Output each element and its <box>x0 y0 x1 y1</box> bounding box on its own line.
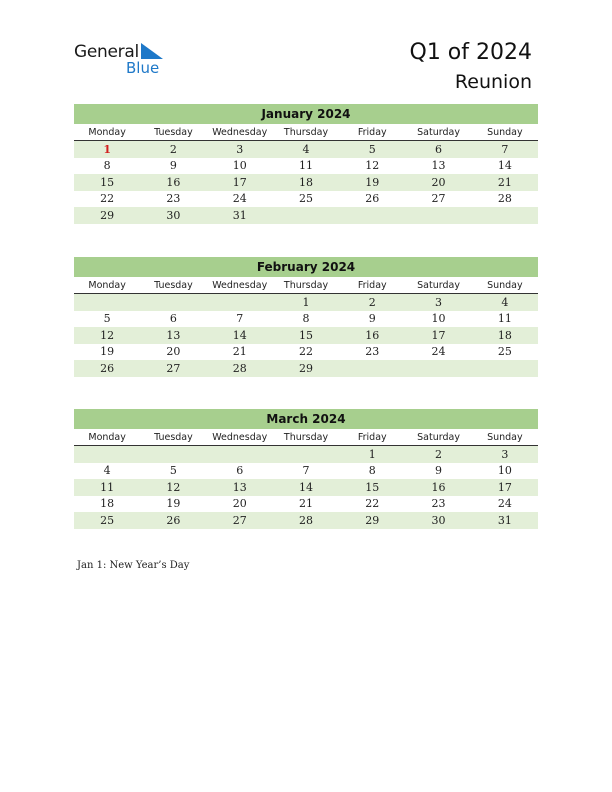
week-row <box>74 294 538 311</box>
weekday-header: Friday <box>339 277 405 294</box>
month-title: January 2024 <box>74 104 538 124</box>
day-cell: 25 <box>497 345 512 359</box>
day-cell: 6 <box>169 312 177 326</box>
logo <box>74 42 174 78</box>
day-cell: 10 <box>232 159 247 173</box>
week-row <box>74 191 538 208</box>
month-calendar-january <box>74 104 538 224</box>
day-cell: 28 <box>273 512 339 529</box>
day-cell <box>273 446 339 463</box>
week-row <box>74 360 538 377</box>
day-cell: 1 <box>74 141 140 158</box>
day-cell: 14 <box>497 159 512 173</box>
week-row <box>74 311 538 328</box>
week-row <box>74 174 538 191</box>
weekday-header: Saturday <box>405 124 471 141</box>
day-cell: 21 <box>472 174 538 191</box>
logo-general-text: General <box>74 42 139 62</box>
day-cell: 17 <box>207 174 273 191</box>
day-cell <box>140 446 206 463</box>
day-cell: 3 <box>207 141 273 158</box>
day-cell <box>472 207 538 224</box>
day-cell: 30 <box>405 512 471 529</box>
day-cell: 18 <box>472 327 538 344</box>
day-cell: 5 <box>103 312 111 326</box>
day-cell: 27 <box>207 512 273 529</box>
day-cell: 31 <box>207 207 273 224</box>
day-cell: 21 <box>298 497 313 511</box>
day-cell: 18 <box>100 497 115 511</box>
day-cell <box>339 207 405 224</box>
week-row <box>74 479 538 496</box>
day-cell: 9 <box>435 464 443 478</box>
day-cell: 17 <box>405 327 471 344</box>
weekday-header: Friday <box>339 429 405 446</box>
day-cell: 19 <box>339 174 405 191</box>
weekday-header: Friday <box>339 124 405 141</box>
day-cell: 10 <box>431 312 446 326</box>
week-row <box>74 446 538 463</box>
day-cell: 9 <box>368 312 376 326</box>
calendar-grid <box>74 429 538 529</box>
week-row <box>74 463 538 480</box>
day-cell: 11 <box>74 479 140 496</box>
weekday-header: Saturday <box>405 277 471 294</box>
day-cell: 23 <box>166 192 181 206</box>
page-subtitle: Reunion <box>454 71 532 93</box>
week-row <box>74 496 538 513</box>
day-cell: 8 <box>302 312 310 326</box>
day-cell: 26 <box>365 192 380 206</box>
weekday-header: Sunday <box>472 124 538 141</box>
weekday-header: Tuesday <box>140 429 206 446</box>
weekday-header: Saturday <box>405 429 471 446</box>
calendar-grid <box>74 124 538 224</box>
month-calendar-february <box>74 257 538 377</box>
day-cell: 27 <box>431 192 446 206</box>
day-cell: 18 <box>273 174 339 191</box>
day-cell: 4 <box>103 464 111 478</box>
day-cell: 1 <box>339 446 405 463</box>
day-cell: 23 <box>431 497 446 511</box>
day-cell <box>472 360 538 377</box>
day-cell: 26 <box>74 360 140 377</box>
day-cell: 20 <box>232 497 247 511</box>
day-cell: 3 <box>405 294 471 311</box>
day-cell <box>74 446 140 463</box>
day-cell: 13 <box>207 479 273 496</box>
day-cell: 24 <box>497 497 512 511</box>
day-cell: 14 <box>273 479 339 496</box>
weekday-header: Thursday <box>273 429 339 446</box>
day-cell: 26 <box>140 512 206 529</box>
day-cell <box>207 446 273 463</box>
day-cell: 25 <box>74 512 140 529</box>
day-cell: 12 <box>365 159 380 173</box>
day-cell: 20 <box>166 345 181 359</box>
logo-triangle-icon <box>141 43 163 59</box>
day-cell: 7 <box>236 312 244 326</box>
day-cell: 29 <box>74 207 140 224</box>
day-cell: 17 <box>472 479 538 496</box>
day-cell: 1 <box>273 294 339 311</box>
day-cell: 27 <box>140 360 206 377</box>
weekday-header: Sunday <box>472 429 538 446</box>
day-cell: 13 <box>140 327 206 344</box>
day-cell: 5 <box>339 141 405 158</box>
month-title: March 2024 <box>74 409 538 429</box>
weekday-header: Monday <box>74 124 140 141</box>
weekday-header: Thursday <box>273 124 339 141</box>
day-cell: 13 <box>431 159 446 173</box>
day-cell: 6 <box>236 464 244 478</box>
day-cell: 4 <box>472 294 538 311</box>
day-cell: 21 <box>232 345 247 359</box>
day-cell: 29 <box>273 360 339 377</box>
day-cell: 4 <box>273 141 339 158</box>
day-cell: 23 <box>365 345 380 359</box>
day-cell: 22 <box>365 497 380 511</box>
weekday-header: Monday <box>74 429 140 446</box>
day-cell <box>140 294 206 311</box>
weekday-header: Thursday <box>273 277 339 294</box>
month-calendar-march <box>74 409 538 529</box>
day-cell: 12 <box>74 327 140 344</box>
logo-blue-text: Blue <box>126 59 160 77</box>
day-cell: 25 <box>298 192 313 206</box>
weekday-header: Wednesday <box>207 277 273 294</box>
day-cell: 9 <box>169 159 177 173</box>
day-cell: 6 <box>405 141 471 158</box>
day-cell: 15 <box>74 174 140 191</box>
weekday-header: Wednesday <box>207 429 273 446</box>
weekday-header: Monday <box>74 277 140 294</box>
day-cell: 11 <box>298 159 313 173</box>
week-row <box>74 141 538 158</box>
week-row <box>74 512 538 529</box>
day-cell: 15 <box>273 327 339 344</box>
day-cell: 30 <box>140 207 206 224</box>
day-cell: 12 <box>140 479 206 496</box>
day-cell <box>74 294 140 311</box>
day-cell: 31 <box>472 512 538 529</box>
day-cell <box>405 207 471 224</box>
week-row <box>74 327 538 344</box>
day-cell: 2 <box>405 446 471 463</box>
week-row <box>74 207 538 224</box>
day-cell: 28 <box>207 360 273 377</box>
day-cell <box>273 207 339 224</box>
day-cell: 14 <box>207 327 273 344</box>
holiday-note: Jan 1: New Year’s Day <box>77 560 190 571</box>
day-cell: 2 <box>339 294 405 311</box>
day-cell: 10 <box>497 464 512 478</box>
day-cell: 28 <box>497 192 512 206</box>
day-cell <box>405 360 471 377</box>
day-cell: 16 <box>140 174 206 191</box>
weekday-header: Sunday <box>472 277 538 294</box>
day-cell: 16 <box>339 327 405 344</box>
week-row <box>74 344 538 361</box>
day-cell: 24 <box>232 192 247 206</box>
day-cell <box>339 360 405 377</box>
weekday-header: Tuesday <box>140 277 206 294</box>
day-cell: 19 <box>100 345 115 359</box>
day-cell: 3 <box>472 446 538 463</box>
calendar-grid <box>74 277 538 377</box>
day-cell: 16 <box>405 479 471 496</box>
weekday-header: Wednesday <box>207 124 273 141</box>
month-title: February 2024 <box>74 257 538 277</box>
day-cell: 22 <box>298 345 313 359</box>
day-cell: 24 <box>431 345 446 359</box>
day-cell: 8 <box>103 159 111 173</box>
day-cell: 20 <box>405 174 471 191</box>
day-cell: 22 <box>100 192 115 206</box>
day-cell: 15 <box>339 479 405 496</box>
week-row <box>74 158 538 175</box>
day-cell: 19 <box>166 497 181 511</box>
day-cell: 7 <box>472 141 538 158</box>
day-cell <box>207 294 273 311</box>
day-cell: 8 <box>368 464 376 478</box>
day-cell: 2 <box>140 141 206 158</box>
day-cell: 5 <box>169 464 177 478</box>
day-cell: 7 <box>302 464 310 478</box>
weekday-header: Tuesday <box>140 124 206 141</box>
day-cell: 29 <box>339 512 405 529</box>
page-title: Q1 of 2024 <box>409 40 532 65</box>
day-cell: 11 <box>497 312 512 326</box>
